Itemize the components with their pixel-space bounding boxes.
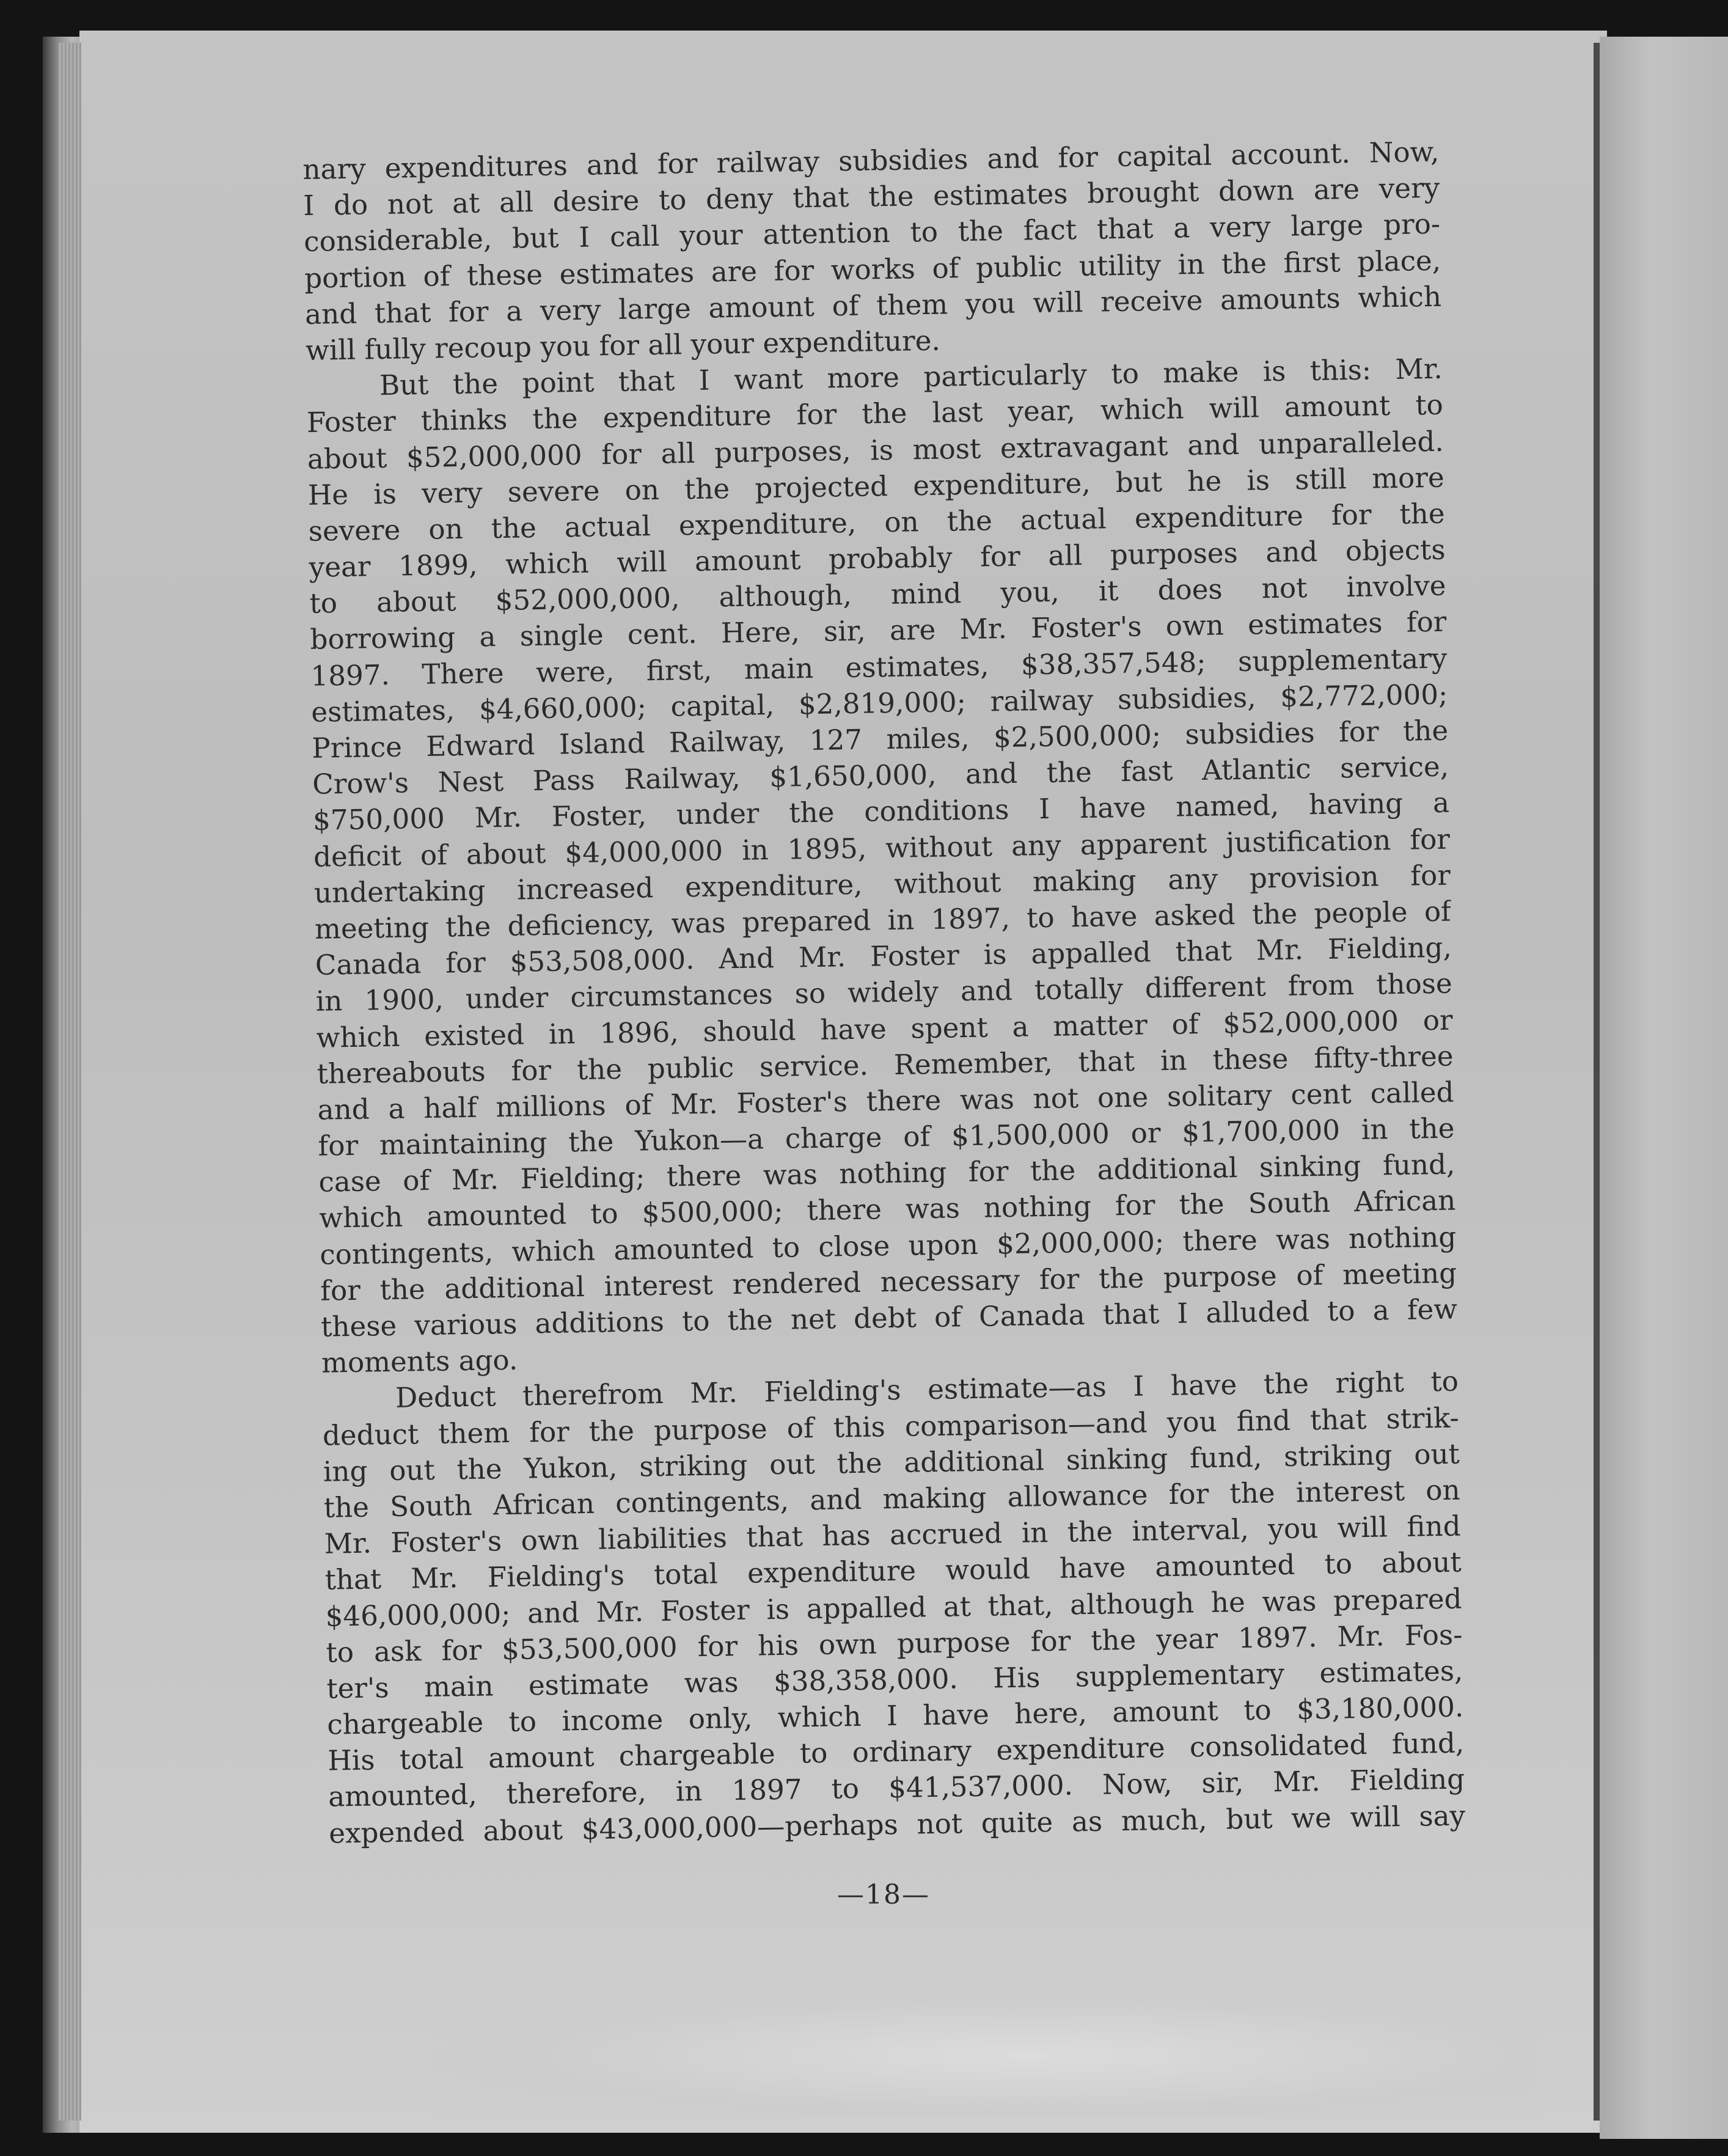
text-line: about $52,000,000 for all purposes, is most extravagant and unparalleled. [307, 425, 1444, 475]
text-line: $750,000 Mr. Foster, under the conditions I have named, having a [312, 787, 1450, 837]
text-line: in 1900, under circumstances so widely and totally different from those [315, 967, 1453, 1018]
text-line: estimates, $4,660,000; capital, $2,819,000; railway subsidies, $2,772,000; [310, 678, 1448, 728]
text-line: and a half millions of Mr. Foster's there was not one solitary cent called [317, 1076, 1454, 1126]
text-line: I do not at all desire to deny that the estimates brought down are very [302, 171, 1440, 222]
adjacent-page [1600, 37, 1728, 2139]
text-line: will fully recoup you for all your expenditure. [305, 324, 941, 367]
text-line: to about $52,000,000, although, mind you, it does not involve [309, 569, 1446, 620]
text-line: contingents, which amounted to close upon $2,000,000; there was nothing [319, 1220, 1457, 1271]
text-line: ing out the Yukon, striking out the additional sinking fund, striking out [323, 1437, 1460, 1488]
text-line: He is very severe on the projected expenditure, but he is still more [307, 461, 1445, 512]
gutter-fold [1594, 43, 1600, 2121]
text-line: Crow's Nest Pass Railway, $1,650,000, and the fast Atlantic service, [312, 750, 1449, 801]
text-line: ter's main estimate was $38,358,000. His supplementary estimates, [326, 1654, 1463, 1705]
text-line: His total amount chargeable to ordinary expenditure consolidated fund, [327, 1726, 1465, 1777]
text-line: which amounted to $500,000; there was nothing for the South African [319, 1184, 1456, 1235]
text-line: that Mr. Fielding's total expenditure would have amounted to about [324, 1546, 1462, 1597]
text-line: undertaking increased expenditure, without making any provision for [313, 859, 1451, 909]
body-text [302, 134, 1465, 1852]
text-line: Deduct therefrom Mr. Fielding's estimate—as I have the right to [395, 1365, 1459, 1415]
text-line: meeting the deficiency, was prepared in 1897, to have asked the people of [314, 895, 1452, 945]
text-line: the South African contingents, and making allowance for the interest on [323, 1473, 1461, 1524]
text-line: these various additions to the net debt of Canada that I alluded to a few [320, 1292, 1458, 1343]
text-line: deduct them for the purpose of this comparison—and you find that strik- [322, 1401, 1460, 1452]
text-line: considerable, but I call your attention to the fact that a very large pro- [303, 208, 1441, 258]
text-line: case of Mr. Fielding; there was nothing for the additional sinking fund, [318, 1148, 1455, 1199]
text-line: portion of these estimates are for works of public utility in the first place, [304, 244, 1441, 295]
text-line: to ask for $53,500,000 for his own purpose for the year 1897. Mr. Fos- [326, 1618, 1463, 1669]
text-line: thereabouts for the public service. Remember, that in these fifty-three [317, 1040, 1454, 1090]
text-line: chargeable to income only, which I have here, amount to $3,180,000. [327, 1690, 1464, 1741]
text-line: Prince Edward Island Railway, 127 miles, $2,500,000; subsidies for the [311, 714, 1449, 765]
text-line: year 1899, which will amount probably for all purposes and objects [309, 533, 1446, 584]
text-line: nary expenditures and for railway subsidies and for capital account. Now, [302, 135, 1440, 186]
text-line: borrowing a single cent. Here, sir, are Mr. Foster's own estimates for [310, 606, 1447, 656]
text-line: for maintaining the Yukon—a charge of $1,500,000 or $1,700,000 in the [318, 1112, 1455, 1162]
text-line: and that for a very large amount of them you will receive amounts which [304, 280, 1442, 331]
page-number: —18— [837, 1879, 930, 1910]
text-line: for the additional interest rendered necessary for the purpose of meeting [320, 1256, 1457, 1307]
text-line: 1897. There were, first, main estimates, $38,357,548; supplementary [310, 642, 1448, 692]
text-line: amounted, therefore, in 1897 to $41,537,000. Now, sir, Mr. Fielding [328, 1762, 1465, 1814]
text-line: moments ago. [321, 1343, 518, 1379]
text-line: severe on the actual expenditure, on the actual expenditure for the [308, 497, 1445, 548]
text-line: But the point that I want more particularly to make is this: Mr. [379, 352, 1443, 402]
text-line: expended about $43,000,000—perhaps not quite as much, but we will say [328, 1799, 1466, 1850]
text-line: Foster thinks the expenditure for the last year, which will amount to [306, 389, 1444, 439]
text-line: deficit of about $4,000,000 in 1895, without any apparent justification for [313, 823, 1451, 873]
text-line: which existed in 1896, should have spent a matter of $52,000,000 or [316, 1003, 1453, 1054]
page-edges [58, 43, 81, 2121]
paper-stain [257, 1968, 1540, 2114]
text-line: $46,000,000; and Mr. Foster is appalled at that, although he was prepared [325, 1582, 1462, 1633]
text-line: Canada for $53,508,000. And Mr. Foster is appalled that Mr. Fielding, [315, 931, 1452, 981]
text-line: Mr. Foster's own liabilities that has accrued in the interval, you will find [324, 1509, 1461, 1560]
